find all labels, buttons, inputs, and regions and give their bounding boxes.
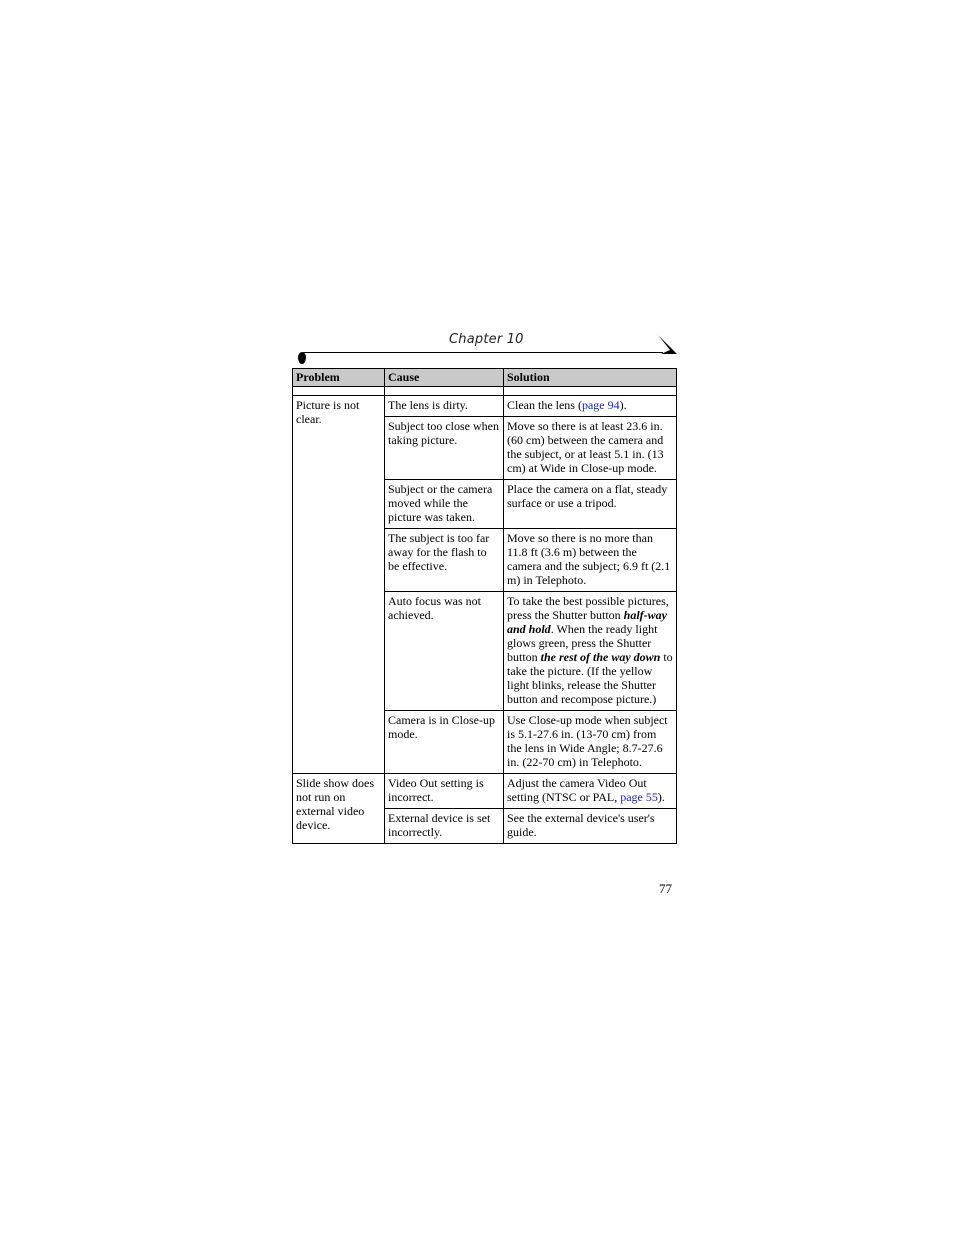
cause-cell: The lens is dirty. [385,396,504,417]
header-solution: Solution [504,369,677,387]
header-problem: Problem [293,369,385,387]
solution-text: To take the best possible pictures, press the Shutter button [507,594,669,622]
corner-arrow-icon [656,334,678,356]
troubleshooting-table [292,368,677,844]
page-number: 77 [659,881,672,896]
solution-cell: See the external device's user's guide. [504,809,677,844]
solution-text: . When the ready light glows green, press the Shutter button [507,622,658,664]
cause-cell: Subject or the camera moved while the picture was taken. [385,480,504,529]
cause-cell: Auto focus was not achieved. [385,592,504,711]
page-55-link[interactable]: page 55 [620,790,658,804]
solution-text: ). [657,790,665,804]
chapter-heading: Chapter 10 [449,332,524,347]
cause-cell: External device is set incorrectly. [385,809,504,844]
problem-cell: Picture is not clear. [293,396,385,774]
solution-cell: Use Close-up mode when subject is 5.1-27.6 in. (13-70 cm) from the lens in Wide Angle; 8.7-27.6 in. (22-70 cm) in Telephoto. [504,711,677,774]
solution-cell: Move so there is at least 23.6 in. (60 cm) between the camera and the subject, or at least 5.1 in. (13 cm) at Wide in Close-up mode. [504,417,677,480]
cause-cell: Camera is in Close-up mode. [385,711,504,774]
solution-text: Adjust the camera Video Out setting (NTSC or PAL, [507,776,647,804]
left-rule-ornament [298,352,306,364]
header-spacer [293,387,677,396]
solution-cell: Place the camera on a flat, steady surface or use a tripod. [504,480,677,529]
problem-cell: Slide show does not run on external video device. [293,774,385,844]
table-header-row [293,369,677,387]
header-cause: Cause [385,369,504,387]
emphasis-text: half-way and hold [507,608,667,636]
solution-cell [504,396,677,417]
table-row [293,774,677,809]
header-rule [303,352,663,353]
solution-text: ). [619,398,627,412]
cause-cell: Video Out setting is incorrect. [385,774,504,809]
solution-text: Clean the lens ( [507,398,582,412]
solution-cell [504,592,677,711]
page-94-link[interactable]: page 94 [581,398,620,412]
solution-cell: Move so there is no more than 11.8 ft (3.6 m) between the camera and the subject; 6.9 ft (2.1 m) in Telephoto. [504,529,677,592]
solution-cell [504,774,677,809]
cause-cell: Subject too close when taking picture. [385,417,504,480]
emphasis-text: the rest of the way down [540,650,661,664]
cause-cell: The subject is too far away for the flash to be effective. [385,529,504,592]
solution-text: to take the picture. (If the yellow light blinks, release the Shutter button and recompose picture.) [507,650,673,706]
table-row [293,396,677,417]
